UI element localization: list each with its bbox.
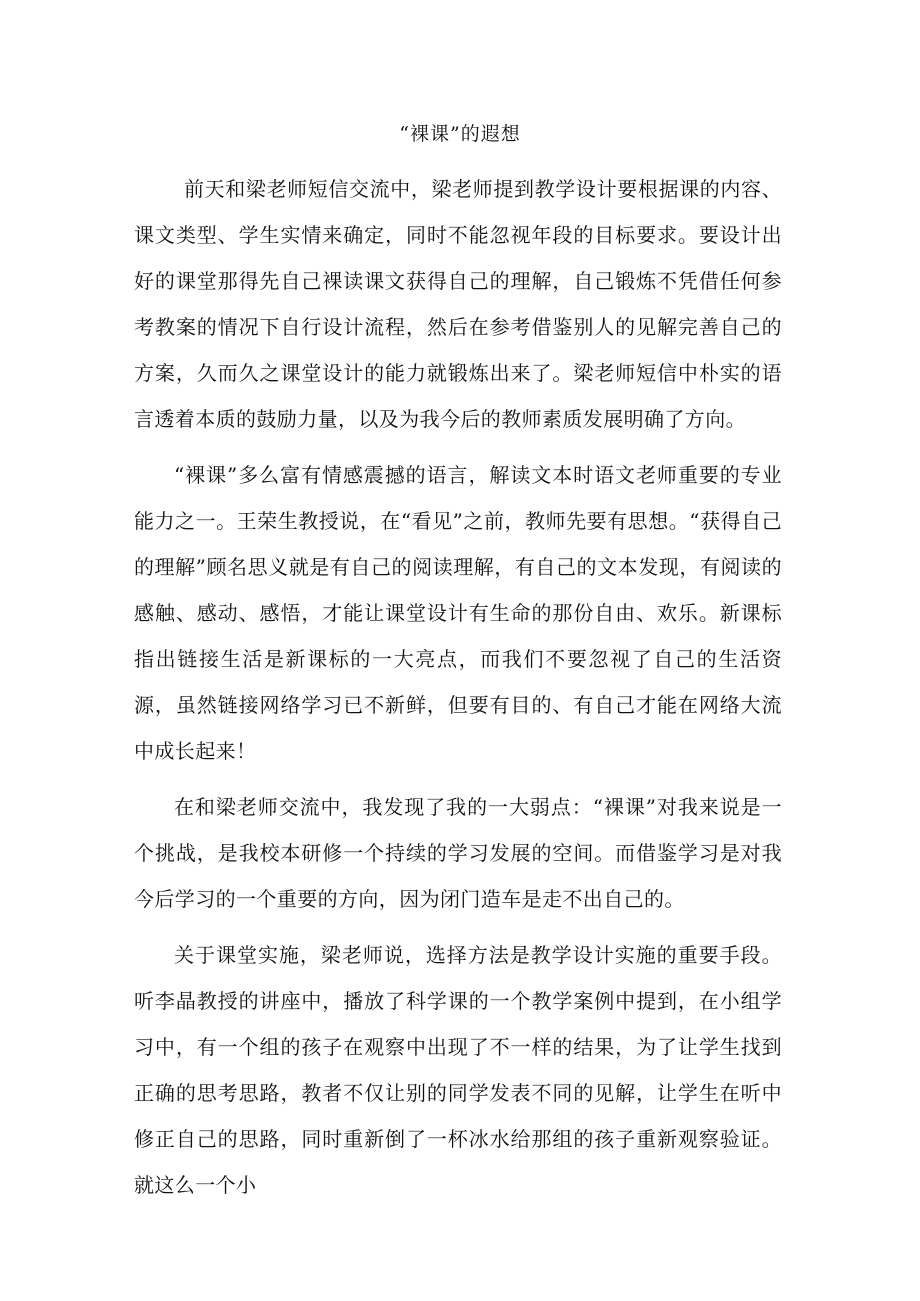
paragraph-4: 关于课堂实施，梁老师说，选择方法是教学设计实施的重要手段。听李晶教授的讲座中，播放了科学课的一个教学案例中提到，在小组学习中，有一个组的孩子在观察中出现了不一样的结果，为了让学生找到正确的思考思路，教者不仅让别的同学发表不同的见解，让学生在听中修正自己的思路，同时重新倒了一杯冰水给那组的孩子重新观察验证。就这么一个小 bbox=[134, 943, 782, 1197]
paragraph-3: 在和梁老师交流中，我发现了我的一大弱点：“裸课”对我来说是一个挑战，是我校本研修一个持续的学习发展的空间。而借鉴学习是对我今后学习的一个重要的方向，因为闭门造车是走不出自己的。 bbox=[134, 795, 782, 911]
paragraph-1: 前天和梁老师短信交流中，梁老师提到教学设计要根据课的内容、课文类型、学生实情来确定，同时不能忽视年段的目标要求。要设计出好的课堂那得先自己裸读课文获得自己的理解，自己锻炼不凭借任何参考教案的情况下自行设计流程，然后在参考借鉴别人的见解完善自己的方案，久而久之课堂设计的能力就锻炼出来了。梁老师短信中朴实的语言透着本质的鼓励力量，以及为我今后的教师素质发展明确了方向。 bbox=[134, 177, 782, 431]
paragraph-2: “裸课”多么富有情感震撼的语言，解读文本时语文老师重要的专业能力之一。王荣生教授说，在“看见”之前，教师先要有思想。“获得自己的理解”顾名思义就是有自己的阅读理解，有自己的文本发现，有阅读的感触、感动、感悟，才能让课堂设计有生命的那份自由、欢乐。新课标指出链接生活是新课标的一大亮点，而我们不要忽视了自己的生活资源，虽然链接网络学习已不新鲜，但要有目的、有自己才能在网络大流中成长起来！ bbox=[134, 463, 782, 763]
document-title: “裸课”的遐想 bbox=[399, 123, 521, 145]
document-body bbox=[134, 166, 782, 1218]
